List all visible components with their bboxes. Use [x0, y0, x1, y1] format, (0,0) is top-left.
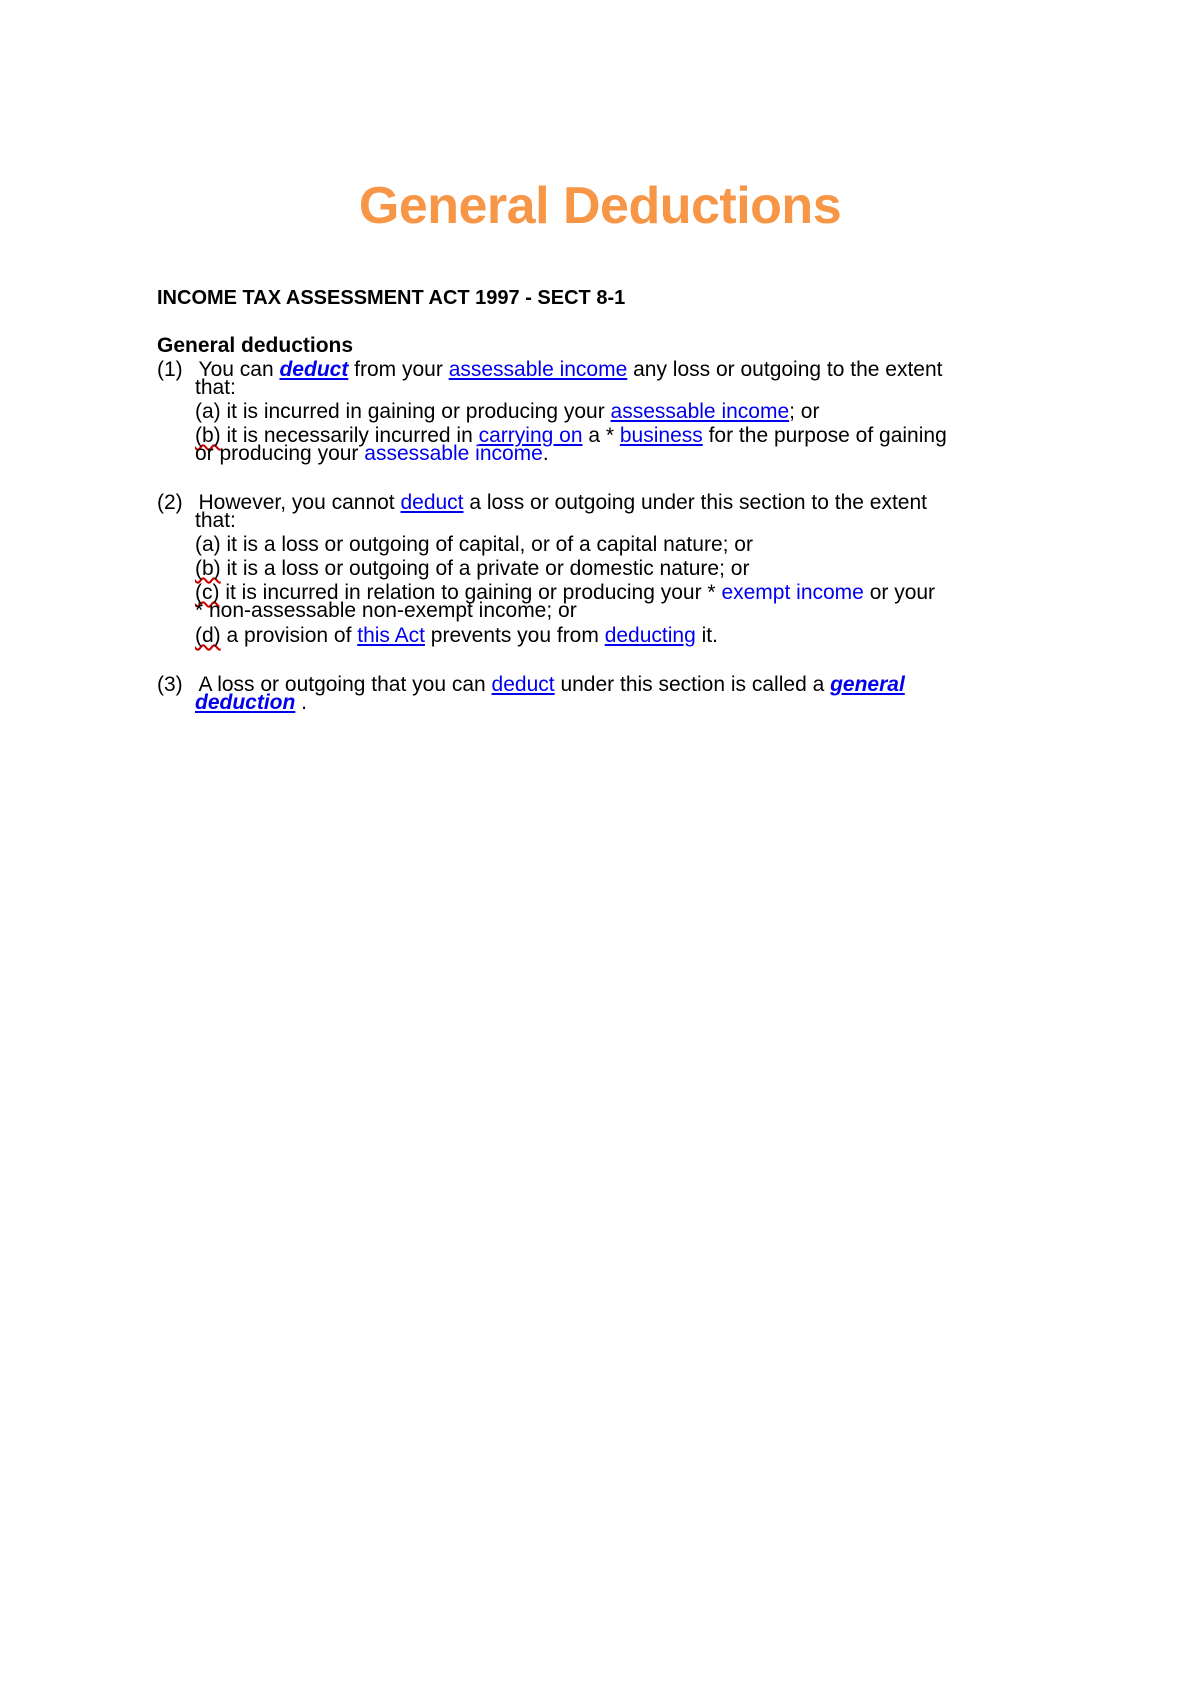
link-deduct[interactable]: deduct: [400, 491, 464, 514]
link-deducting[interactable]: deducting: [604, 624, 696, 647]
act-heading: INCOME TAX ASSESSMENT ACT 1997 - SECT 8-1: [157, 287, 626, 309]
link-assessable-income[interactable]: assessable income: [610, 400, 790, 423]
subsection-number: (3): [157, 673, 183, 696]
subsection-1-line-1: [157, 359, 943, 381]
text: from your: [348, 358, 449, 381]
para-2a: [195, 534, 753, 556]
subsection-3-line-2: [195, 692, 307, 714]
text: under this section is called a: [554, 673, 831, 696]
text: it is a loss or outgoing of capital, or of a capital nature; or: [220, 533, 753, 556]
text: A loss or outgoing that you can: [198, 673, 492, 696]
section-heading: General deductions: [157, 334, 354, 357]
subsection-2-line-2: that:: [195, 509, 236, 532]
text: it is a loss or outgoing of a private or domestic nature; or: [220, 557, 750, 580]
link-carrying-on[interactable]: carrying on: [478, 424, 583, 447]
link-deduct[interactable]: deduct: [491, 673, 555, 696]
text: ; or: [789, 400, 820, 423]
link-general[interactable]: general: [830, 673, 905, 696]
term-exempt-income: exempt income: [721, 581, 864, 604]
para-label: (c): [195, 581, 220, 604]
para-label: (b): [195, 424, 221, 447]
text: .: [542, 442, 549, 465]
text: a provision of: [220, 624, 358, 647]
page-title: General Deductions: [358, 177, 842, 235]
para-1b-line-2: [195, 443, 549, 465]
para-label: (b): [195, 557, 221, 580]
text: or your: [863, 581, 936, 604]
link-deduction[interactable]: deduction: [195, 691, 296, 714]
term-assessable-income: assessable income: [364, 442, 543, 465]
text: a loss or outgoing under this section to the extent: [463, 491, 927, 514]
para-1a: [195, 401, 819, 423]
text: However, you cannot: [198, 491, 401, 514]
para-2d: [195, 625, 718, 647]
subsection-number: (2): [157, 491, 183, 514]
para-2c-line-2: * non-assessable non-exempt income; or: [195, 599, 577, 622]
text: it.: [695, 624, 718, 647]
para-label: (a): [195, 400, 221, 423]
text: a *: [582, 424, 620, 447]
subsection-2-line-1: [157, 492, 927, 514]
text: for the purpose of gaining: [702, 424, 947, 447]
text: it is incurred in gaining or producing your: [220, 400, 611, 423]
subsection-number: (1): [157, 358, 183, 381]
para-label: (a): [195, 533, 221, 556]
text: any loss or outgoing to the extent: [627, 358, 943, 381]
link-deduct[interactable]: deduct: [279, 358, 349, 381]
link-this-act[interactable]: this Act: [357, 624, 425, 647]
text: or producing your: [195, 442, 365, 465]
text: prevents you from: [424, 624, 605, 647]
subsection-1-line-2: that:: [195, 376, 236, 399]
para-2b: [195, 558, 749, 580]
text: it is incurred in relation to gaining or producing your *: [219, 581, 722, 604]
text: it is necessarily incurred in: [220, 424, 479, 447]
para-label: (d): [195, 624, 221, 647]
link-business[interactable]: business: [619, 424, 703, 447]
link-assessable-income[interactable]: assessable income: [448, 358, 628, 381]
text: .: [295, 691, 307, 714]
text: You can: [198, 358, 280, 381]
